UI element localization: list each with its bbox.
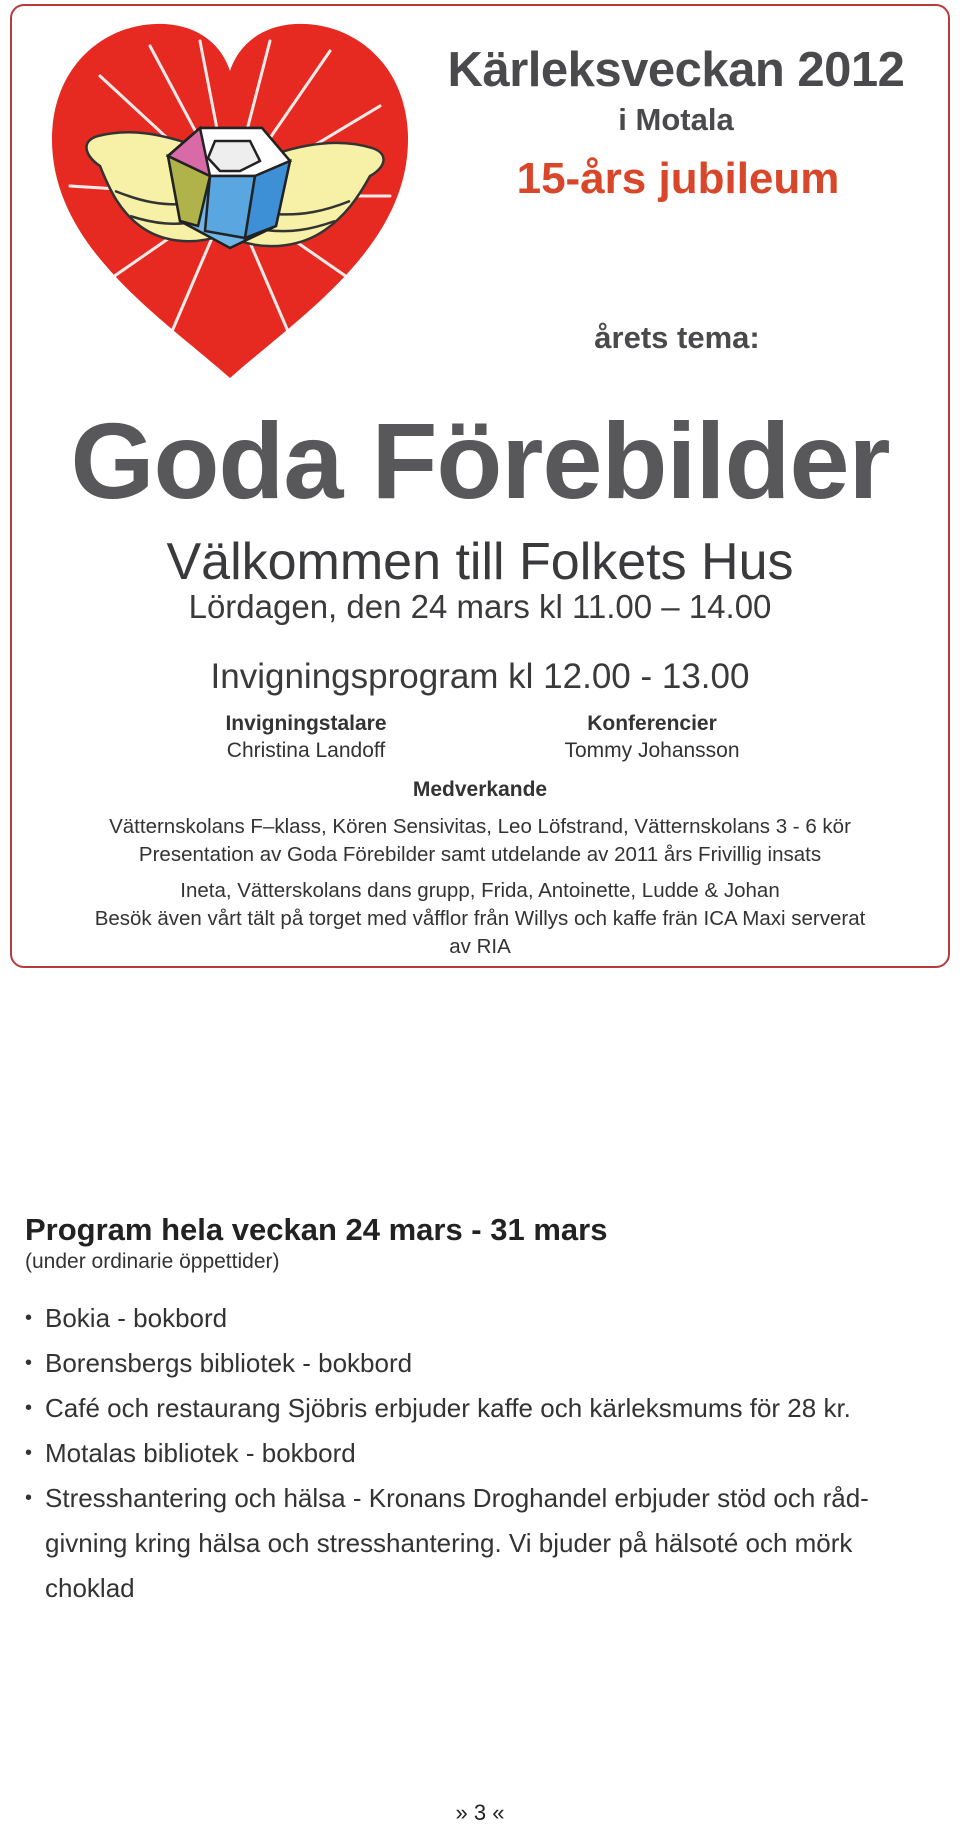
participants-line: Ineta, Vätterskolans dans grupp, Frida, Antoinette, Ludde & Johan: [180, 879, 780, 902]
jubilee-heading: 15-års jubileum: [516, 154, 840, 203]
participants-line: Presentation av Goda Förebilder samt utdelande av 2011 års Frivillig insats: [138, 843, 822, 866]
program-subtitle: (under ordinarie öppettider): [25, 1250, 280, 1273]
participants-line: av RIA: [449, 935, 511, 958]
list-item: • Motalas bibliotek - bokbord: [25, 1431, 935, 1476]
program-list: [25, 1296, 935, 1611]
event-title: Kärleksveckan 2012: [447, 43, 905, 97]
inauguration-time: Invigningsprogram kl 12.00 - 13.00: [210, 657, 750, 696]
participants-label: Medverkande: [412, 778, 548, 801]
event-date: Lördagen, den 24 mars kl 11.00 – 14.00: [188, 588, 772, 625]
speaker-name: Christina Landoff: [226, 739, 386, 762]
theme-heading: Goda Förebilder: [70, 400, 890, 521]
welcome-heading: Välkommen till Folkets Hus: [166, 533, 794, 591]
list-item: • Borensbergs bibliotek - bokbord: [25, 1341, 935, 1386]
list-item: • Café och restaurang Sjöbris erbjuder kaffe och kärleksmums för 28 kr.: [25, 1386, 935, 1431]
page-number: » 3 «: [455, 1800, 505, 1825]
participants-line: Vätternskolans F–klass, Kören Sensivitas, Leo Löfstrand, Vätternskolans 3 - 6 kör: [109, 815, 851, 838]
heart-hands-gem-logo: [40, 16, 420, 378]
weekly-program: [25, 1212, 935, 1611]
list-item: • Stresshantering och hälsa - Kronans Droghandel erbjuder stöd och råd-givning kring hälsa och stresshantering. Vi bjuder på hälsoté och mörk choklad: [25, 1476, 935, 1611]
host-label: Konferencier: [587, 712, 717, 735]
speaker-label: Invigningstalare: [225, 712, 387, 735]
list-item: • Bokia - bokbord: [25, 1296, 935, 1341]
theme-label: årets tema:: [594, 320, 760, 355]
event-location: i Motala: [618, 102, 734, 137]
participants-line: Besök även vårt tält på torget med våfflor från Willys och kaffe frän ICA Maxi serverat: [94, 907, 866, 930]
host-name: Tommy Johansson: [564, 739, 740, 762]
program-title: Program hela veckan 24 mars - 31 mars: [25, 1212, 608, 1247]
